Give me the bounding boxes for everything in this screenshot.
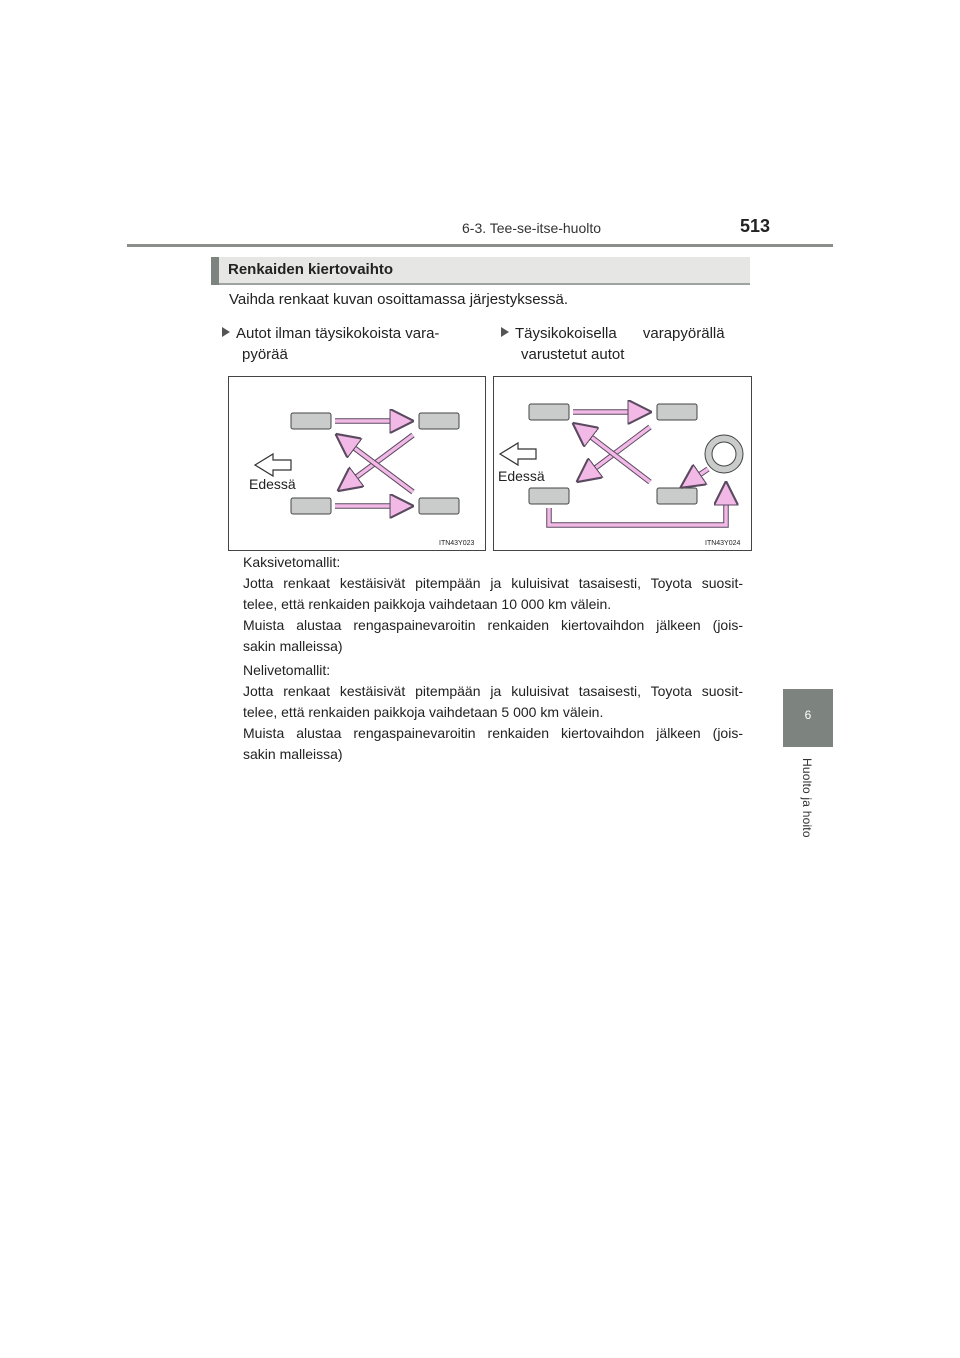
paragraph-four-wheel-drive — [243, 660, 743, 765]
header-divider — [127, 244, 833, 247]
tire-front-left — [529, 404, 569, 420]
paragraph-line: telee, että renkaiden paikkoja vaihdetaan 5 000 km välein. — [243, 704, 604, 720]
paragraph-line: sakin malleissa) — [243, 746, 343, 762]
paragraph-line: Muista alustaa rengaspainevaroitin renkaiden kiertovaihdon jälkeen (jois- — [243, 617, 743, 633]
figure-code: ITN43Y023 — [439, 540, 475, 547]
bullet-triangle-icon — [501, 327, 509, 337]
arrow-diagonal-to-rear-left — [343, 435, 413, 487]
tire-front-right — [419, 413, 459, 429]
arrow-rear-left-to-spare — [549, 488, 726, 525]
tire-rear-left — [291, 498, 331, 514]
chapter-number: 6 — [804, 708, 812, 722]
tire-front-right — [657, 404, 697, 420]
section-title: Renkaiden kiertovaihto — [228, 261, 394, 278]
front-label: Edessä — [249, 476, 296, 492]
rotation-diagram-no-spare — [228, 376, 486, 551]
tire-rear-right — [657, 488, 697, 504]
paragraph-line: Muista alustaa rengaspainevaroitin renkaiden kiertovaihdon jälkeen (jois- — [243, 725, 743, 741]
header-section-title: 6-3. Tee-se-itse-huolto — [462, 220, 602, 236]
rotation-diagram-full-spare — [493, 376, 752, 551]
bullet-right-line1: Täysikokoisella varapyörällä — [515, 325, 725, 342]
tire-rear-right — [419, 498, 459, 514]
section-intro: Vaihda renkaat kuvan osoittamassa järjestyksessä. — [229, 291, 569, 308]
tire-front-left — [291, 413, 331, 429]
rotation-diagram-svg — [494, 377, 751, 550]
front-label: Edessä — [498, 468, 545, 484]
paragraph-heading: Kaksivetomallit: — [243, 554, 341, 570]
bullet-full-spare — [501, 323, 751, 365]
paragraph-heading: Nelivetomallit: — [243, 662, 331, 678]
bullet-left-line2: pyörää — [242, 346, 288, 363]
bullet-no-spare — [222, 323, 478, 365]
figure-code: ITN43Y024 — [705, 540, 741, 547]
bullet-left-line1: Autot ilman täysikokoista vara- — [236, 325, 440, 342]
chapter-label: Huolto ja hoito — [800, 758, 814, 838]
page-number: 513 — [740, 216, 771, 236]
paragraph-line: Jotta renkaat kestäisivät pitempään ja kuluisivat tasaisesti, Toyota suosit- — [243, 575, 743, 591]
spare-tire-hub — [712, 442, 736, 466]
tire-rear-left — [529, 488, 569, 504]
bullet-triangle-icon — [222, 327, 230, 337]
front-direction-arrow-icon — [255, 454, 291, 476]
paragraph-line: telee, että renkaiden paikkoja vaihdetaan 10 000 km välein. — [243, 596, 612, 612]
paragraph-two-wheel-drive — [243, 552, 743, 657]
front-direction-arrow-icon — [500, 443, 536, 465]
paragraph-line: Jotta renkaat kestäisivät pitempään ja kuluisivat tasaisesti, Toyota suosit- — [243, 683, 743, 699]
rotation-diagram-svg — [229, 377, 485, 550]
arrow-spare-to-rear-right — [686, 469, 708, 484]
bullet-right-line2: varustetut autot — [521, 346, 625, 363]
section-header-accent — [211, 257, 219, 285]
paragraph-line: sakin malleissa) — [243, 638, 343, 654]
